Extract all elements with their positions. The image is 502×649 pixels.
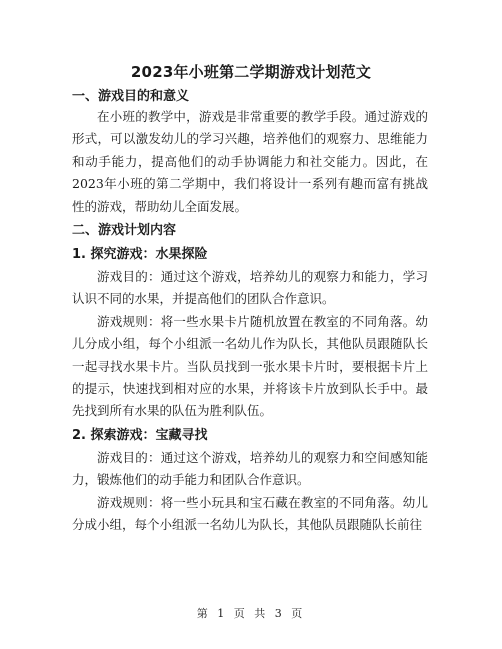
document-body bbox=[72, 86, 428, 537]
page-number-footer: 第 1 页 共 3 页 bbox=[196, 607, 306, 620]
game1-rules-paragraph: 游戏规则：将一些水果卡片随机放置在教室的不同角落。幼儿分成小组，每个小组派一名幼儿作为队长，其他队员跟随队长一起寻找水果卡片。当队员找到一张水果卡片时，要根据卡片上的提示，快速找到相对应的水果，并将该卡片放到队长手中。最先找到所有水果的队伍为胜利队伍。 bbox=[72, 313, 428, 419]
game2-rules-paragraph: 游戏规则：将一些小玩具和宝石藏在教室的不同角落。幼儿分成小组，每个小组派一名幼儿为队长，其他队员跟随队长前往 bbox=[72, 494, 428, 533]
game2-goal-paragraph: 游戏目的：通过这个游戏，培养幼儿的观察力和空间感知能力，锻炼他们的动手能力和团队合作意识。 bbox=[72, 449, 428, 488]
game2-heading: 2. 探索游戏：宝藏寻找 bbox=[72, 427, 208, 443]
game1-goal-paragraph: 游戏目的：通过这个游戏，培养幼儿的观察力和能力，学习认识不同的水果，并提高他们的团队合作意识。 bbox=[72, 269, 428, 307]
section-heading-plan: 二、游戏计划内容 bbox=[72, 223, 177, 239]
section-heading-purpose: 一、游戏目的和意义 bbox=[72, 89, 190, 104]
paragraph-purpose: 在小班的教学中，游戏是非常重要的教学手段。通过游戏的形式，可以激发幼儿的学习兴趣，培养他们的观察力、思维能力和动手能力，提高他们的动手协调能力和社交能力。因此，在2023年小班的第二学期中，我们将设计一系列有趣而富有挑战性的游戏，帮助幼儿全面发展。 bbox=[72, 109, 428, 214]
document-title: 2023年小班第二学期游戏计划范文 bbox=[130, 63, 372, 81]
game1-heading: 1. 探究游戏：水果探险 bbox=[72, 247, 208, 263]
